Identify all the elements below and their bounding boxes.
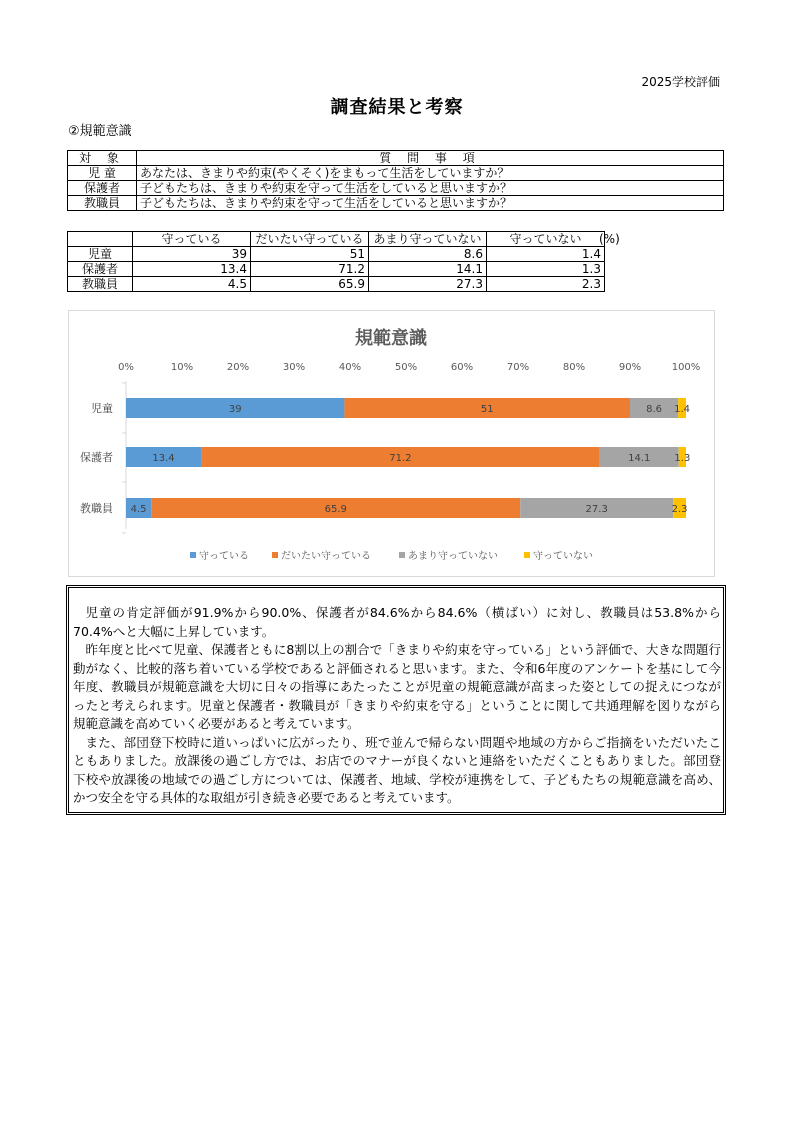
- question-table-header: [68, 151, 724, 166]
- data-label: 14.1: [628, 453, 651, 464]
- data-label: 1.4: [674, 404, 691, 415]
- values-row: [68, 247, 605, 262]
- value-cell: 1.3: [487, 262, 605, 277]
- x-tick-label: 40%: [338, 362, 362, 373]
- question-target: 児 童: [68, 166, 137, 181]
- question-target: 教職員: [68, 196, 137, 211]
- corner-cell: [68, 232, 133, 247]
- chart-title: 規範意識: [355, 328, 427, 349]
- page-title: 調査結果と考察: [330, 97, 464, 118]
- value-cell: 1.4: [487, 247, 605, 262]
- data-label: 4.5: [130, 504, 147, 515]
- x-tick-label: 50%: [394, 362, 418, 373]
- value-cell: 39: [133, 247, 251, 262]
- column-header: あまり守っていない: [369, 232, 487, 247]
- legend-swatch: [272, 552, 278, 558]
- x-tick-label: 100%: [671, 362, 701, 373]
- column-header: 守っていない: [487, 232, 605, 247]
- legend-swatch: [399, 552, 405, 558]
- value-cell: 13.4: [133, 262, 251, 277]
- value-cell: 65.9: [251, 277, 369, 292]
- x-tick-label: 90%: [618, 362, 642, 373]
- x-tick-label: 70%: [506, 362, 530, 373]
- commentary-paragraph: 昨年度と比べて児童、保護者ともに8割以上の割合で「きまりや約束を守っている」という評価で、大きな問題行動がなく、比較的落ち着いている学校であると評価されると思います。また、令和6年度のアンケートを基にして今年度、教職員が規範意識を大切に日々の指導にあたったことが児童の規範意識が高まった姿としての捉えにつながったと考えられます。児童と保護者・教職員が「きまりや約束を守る」ということに関して共通理解を図りながら規範意識を高めていく必要があると考えています。: [73, 642, 721, 731]
- data-label: 2.3: [671, 504, 688, 515]
- header-item: 質 問 事 項: [137, 151, 724, 166]
- column-header: 守っている: [133, 232, 251, 247]
- x-tick-label: 10%: [170, 362, 194, 373]
- x-tick-label: 60%: [450, 362, 474, 373]
- question-text: あなたは、きまりや約束(やくそく)をまもって生活をしていますか？: [137, 166, 724, 181]
- legend-label: あまり守っていない: [408, 551, 498, 562]
- commentary-paragraph: 児童の肯定評価が91.9%から90.0%、保護者が84.6%から84.6%（横ばい）に対し、教職員は53.8%から70.4%へと大幅に上昇しています。: [73, 605, 721, 639]
- category-label: 保護者: [80, 451, 113, 464]
- commentary-box: [66, 585, 726, 815]
- data-label: 1.3: [674, 453, 691, 464]
- chart-canvas: [69, 311, 714, 576]
- data-label: 8.6: [646, 404, 663, 415]
- category-label: 児童: [91, 402, 113, 415]
- row-label: 児童: [68, 247, 133, 262]
- category-label: 教職員: [80, 502, 113, 515]
- x-tick-label: 20%: [226, 362, 250, 373]
- x-tick-label: 0%: [118, 362, 134, 373]
- value-cell: 2.3: [487, 277, 605, 292]
- question-row: [68, 166, 724, 181]
- header-target: 対 象: [68, 151, 137, 166]
- row-label: 保護者: [68, 262, 133, 277]
- values-row: [68, 277, 605, 292]
- data-label: 51: [480, 404, 494, 415]
- value-cell: 51: [251, 247, 369, 262]
- data-label: 13.4: [152, 453, 175, 464]
- value-cell: 71.2: [251, 262, 369, 277]
- legend-label: 守っている: [199, 551, 249, 562]
- document-year-label: 2025学校評価: [641, 75, 720, 89]
- values-table-header: [68, 232, 605, 247]
- legend-label: だいたい守っている: [281, 551, 371, 562]
- data-label: 39: [228, 404, 242, 415]
- value-cell: 4.5: [133, 277, 251, 292]
- legend-swatch: [190, 552, 196, 558]
- question-text: 子どもたちは、きまりや約束を守って生活をしていると思いますか？: [137, 181, 724, 196]
- values-row: [68, 262, 605, 277]
- row-label: 教職員: [68, 277, 133, 292]
- question-row: [68, 196, 724, 211]
- commentary-text: [73, 604, 721, 808]
- commentary-paragraph: また、部団登下校時に道いっぱいに広がったり、班で並んで帰らない問題や地域の方からご指摘をいただいたこともありました。放課後の過ごし方では、お店でのマナーが良くないと連絡をいただくこともありました。部団登下校や放課後の地域での過ごし方については、保護者、地域、学校が連携をして、子どもたちの規範意識を高め、かつ安全を守る具体的な取組が引き続き必要であると考えています。: [73, 734, 721, 805]
- question-table: [67, 150, 724, 211]
- value-cell: 14.1: [369, 262, 487, 277]
- data-label: 27.3: [585, 504, 608, 515]
- question-text: 子どもたちは、きまりや約束を守って生活をしていると思いますか？: [137, 196, 724, 211]
- value-cell: 27.3: [369, 277, 487, 292]
- question-target: 保護者: [68, 181, 137, 196]
- value-cell: 8.6: [369, 247, 487, 262]
- legend-swatch: [524, 552, 530, 558]
- legend-label: 守っていない: [533, 551, 593, 562]
- values-table: [67, 231, 605, 292]
- question-row: [68, 181, 724, 196]
- x-tick-label: 80%: [562, 362, 586, 373]
- section-heading: ②規範意識: [68, 124, 132, 139]
- stacked-bar-chart: [68, 310, 715, 577]
- x-tick-label: 30%: [282, 362, 306, 373]
- column-header: だいたい守っている: [251, 232, 369, 247]
- data-label: 71.2: [389, 453, 412, 464]
- data-label: 65.9: [324, 504, 347, 515]
- unit-label: (%): [599, 232, 620, 246]
